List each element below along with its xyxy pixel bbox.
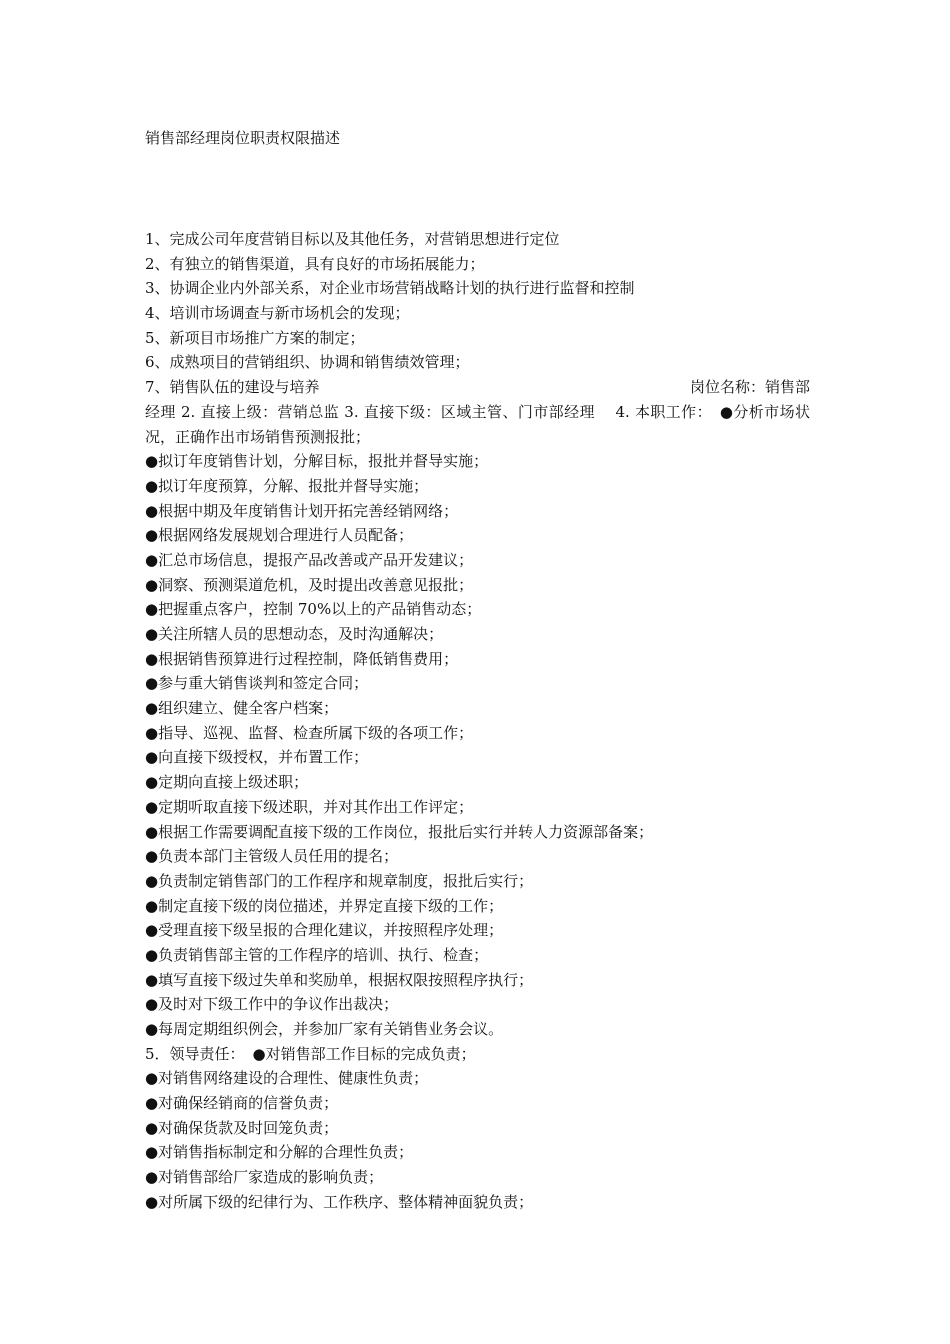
work-item: ●根据网络发展规划合理进行人员配备； bbox=[145, 526, 414, 545]
work-item: ●受理直接下级呈报的合理化建议，并按照程序处理； bbox=[145, 921, 504, 940]
duty-line-5: 5、新项目市场推广方案的制定； bbox=[145, 328, 365, 347]
leadership-item: ●对销售部给厂家造成的影响负责； bbox=[145, 1168, 384, 1187]
duty-line-7-text: 7、销售队伍的建设与培养 bbox=[145, 378, 320, 397]
leadership-item: ●对销售网络建设的合理性、健康性负责； bbox=[145, 1069, 429, 1088]
leadership-item: ●对确保货款及时回笼负责； bbox=[145, 1118, 339, 1137]
duty-line-4: 4、培训市场调查与新市场机会的发现； bbox=[145, 304, 410, 323]
work-item: ●指导、巡视、监督、检查所属下级的各项工作； bbox=[145, 723, 474, 742]
work-item: ●洞察、预测渠道危机，及时提出改善意见报批； bbox=[145, 575, 474, 594]
work-item: ●根据销售预算进行过程控制，降低销售费用； bbox=[145, 649, 459, 668]
leadership-item: ●对销售指标制定和分解的合理性负责； bbox=[145, 1143, 414, 1162]
duty-line-2: 2、有独立的销售渠道，具有良好的市场拓展能力； bbox=[145, 254, 485, 273]
work-item: ●及时对下级工作中的争议作出裁决； bbox=[145, 995, 399, 1014]
duty-line-6: 6、成熟项目的营销组织、协调和销售绩效管理； bbox=[145, 353, 470, 372]
work-item: ●填写直接下级过失单和奖励单，根据权限按照程序执行； bbox=[145, 970, 534, 989]
work-item: ●把握重点客户，控制 70%以上的产品销售动态； bbox=[145, 600, 482, 619]
document-title: 销售部经理岗位职责权限描述 bbox=[145, 129, 341, 147]
leadership-heading: 5．领导责任： bbox=[145, 1044, 245, 1063]
work-item: ●向直接下级授权，并布置工作； bbox=[145, 748, 369, 767]
work-item: ●定期听取直接下级述职，并对其作出工作评定； bbox=[145, 797, 474, 816]
work-item: ●定期向直接上级述职； bbox=[145, 773, 309, 792]
work-item: ●每周定期组织例会，并参加厂家有关销售业务会议。 bbox=[145, 1020, 504, 1039]
position-name-label: 岗位名称：销售部 bbox=[689, 378, 810, 397]
leadership-line bbox=[145, 1042, 810, 1067]
work-item: ●拟订年度预算，分解、报批并督导实施； bbox=[145, 476, 429, 495]
duty-line-1: 1、完成公司年度营销目标以及其他任务，对营销思想进行定位 bbox=[145, 230, 560, 248]
work-item: ●负责制定销售部门的工作程序和规章制度，报批后实行； bbox=[145, 871, 534, 890]
duty-line-7 bbox=[145, 375, 810, 400]
document-body bbox=[145, 227, 810, 1215]
duty-line-3: 3、协调企业内外部关系，对企业市场营销战略计划的执行进行监督和控制 bbox=[145, 279, 635, 298]
work-item: ●根据工作需要调配直接下级的工作岗位，报批后实行并转人力资源部备案； bbox=[145, 822, 654, 841]
position-summary-paragraph: 经理 2. 直接上级：营销总监 3. 直接下级：区域主管、门市部经理 4. 本职工作： ●分析市场状况，正确作出市场销售预测报批； bbox=[145, 402, 810, 446]
leadership-item: ●对销售部工作目标的完成负责； bbox=[252, 1044, 476, 1063]
work-item: ●组织建立、健全客户档案； bbox=[145, 699, 339, 718]
work-item: ●负责销售部主管的工作程序的培训、执行、检查； bbox=[145, 945, 489, 964]
leadership-items-list bbox=[145, 1066, 810, 1214]
leadership-item: ●对所属下级的纪律行为、工作秩序、整体精神面貌负责； bbox=[145, 1192, 534, 1211]
work-item: ●关注所辖人员的思想动态，及时沟通解决； bbox=[145, 625, 444, 644]
work-item: ●拟订年度销售计划，分解目标，报批并督导实施； bbox=[145, 452, 489, 471]
work-item: ●汇总市场信息，提报产品改善或产品开发建议； bbox=[145, 550, 474, 569]
work-item: ●制定直接下级的岗位描述，并界定直接下级的工作； bbox=[145, 896, 504, 915]
work-item: ●负责本部门主管级人员任用的提名； bbox=[145, 847, 399, 866]
work-items-list bbox=[145, 449, 810, 1042]
work-item: ●参与重大销售谈判和签定合同； bbox=[145, 674, 369, 693]
work-item: ●根据中期及年度销售计划开拓完善经销网络； bbox=[145, 501, 459, 520]
leadership-item: ●对确保经销商的信誉负责； bbox=[145, 1094, 339, 1113]
